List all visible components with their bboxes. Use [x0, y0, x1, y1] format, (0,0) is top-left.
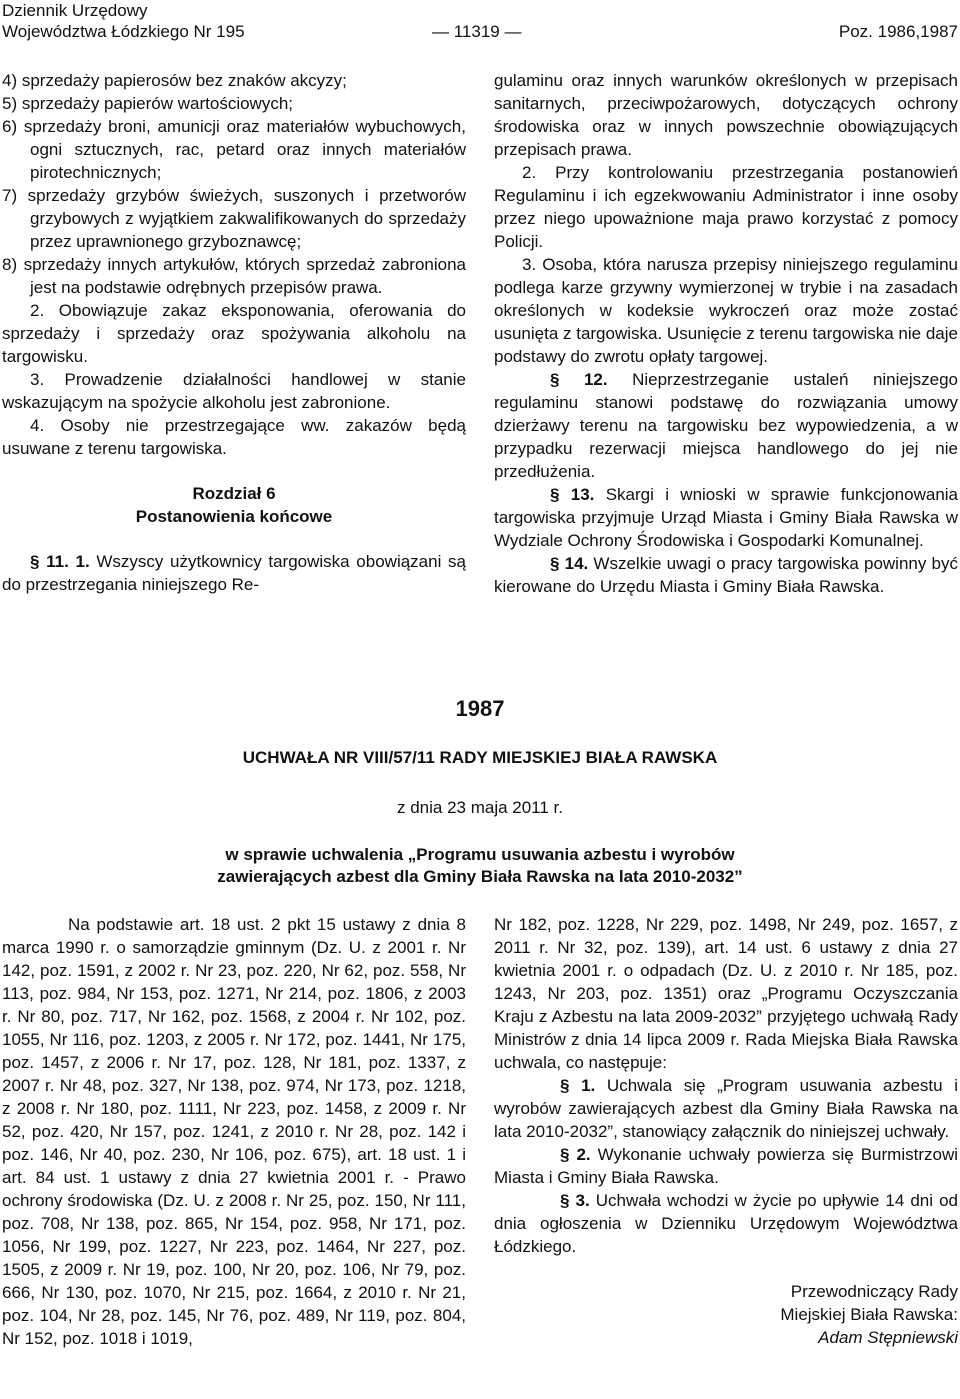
list-item: 6) sprzedaży broni, amunicji oraz materiałów wybuchowych, ogni sztucznych, rac, petard oraz innych materiałów pirotechnicznych;	[2, 117, 466, 182]
position-numbers: Poz. 1986,1987	[838, 22, 958, 41]
paragraph-3: 3. Prowadzenie działalności handlowej w stanie wskazującym na spożycie alkoholu jest zabronione.	[2, 370, 466, 412]
section-2: § 2. Wykonanie uchwały powierza się Burmistrzowi Miasta i Gminy Biała Rawska.	[494, 1145, 958, 1187]
paragraph-2: 2. Obowiązuje zakaz eksponowania, oferowania do sprzedaży i sprzedaży oraz spożywania alkoholu na targowisku.	[2, 301, 466, 366]
page-number: — 11319 —	[432, 22, 522, 41]
journal-title: Dziennik Urzędowy	[2, 1, 148, 20]
right-column-top	[494, 69, 958, 598]
resolution-position-number: 1987	[455, 696, 505, 721]
resolution-title: UCHWAŁA NR VIII/57/11 RADY MIEJSKIEJ BIAŁA RAWSKA	[242, 748, 718, 767]
resolution-subject-line-1: w sprawie uchwalenia „Programu usuwania azbestu i wyrobów	[225, 845, 735, 864]
paragraph-continuation: gulaminu oraz innych warunków określonych w przepisach sanitarnych, przeciwpożarowych, dotyczących ochrony środowiska oraz w innych powszechnie obowiązujących przepisach prawa.	[494, 71, 958, 159]
chapter-number: Rozdział 6	[192, 484, 276, 503]
signature-block	[494, 1280, 958, 1349]
section-12: § 12. Nieprzestrzeganie ustaleń niniejszego regulaminu stanowi podstawę do rozwiązania umowy dzierżawy terenu na targowisku bez wypowiedzenia, a w przypadku rezerwacji miejsca handlowego do jej nie przedłużenia.	[494, 370, 958, 481]
list-item: 4) sprzedaży papierosów bez znaków akcyzy;	[2, 71, 347, 90]
journal-issue: Województwa Łódzkiego Nr 195	[2, 22, 245, 41]
list-item: 8) sprzedaży innych artykułów, których sprzedaż zabroniona jest na podstawie odrębnych przepisów prawa.	[2, 255, 466, 297]
paragraph-3: 3. Osoba, która narusza przepisy niniejszego regulaminu podlega karze grzywny wymierzonej w trybie i na zasadach określonych w kodeksie wykroczeń oraz może zostać usunięta z targowiska. Usunięcie z terenu targowiska nie daje podstawy do zwrotu opłaty targowej.	[494, 255, 958, 366]
legal-basis-continuation: Nr 182, poz. 1228, Nr 229, poz. 1498, Nr 249, poz. 1657, z 2011 r. Nr 32, poz. 139), art. 14 ust. 6 ustawy z dnia 27 kwietnia 2001 r. o odpadach (Dz. U. z 2010 r. Nr 185, poz. 1243, Nr 203, poz. 1351) oraz „Programu Oczyszczania Kraju z Azbestu na lata 2009-2032” przyjętego uchwałą Rady Ministrów z dnia 14 lipca 2009 r. Rada Miejska Biała Rawska uchwala, co następuje:	[494, 915, 958, 1072]
section-3: § 3. Uchwała wchodzi w życie po upływie 14 dni od dnia ogłoszenia w Dzienniku Urzędowym Województwa Łódzkiego.	[494, 1191, 958, 1256]
page-header	[2, 0, 958, 42]
legal-basis-paragraph: Na podstawie art. 18 ust. 2 pkt 15 ustawy z dnia 8 marca 1990 r. o samorządzie gminnym (Dz. U. z 2001 r. Nr 142, poz. 1591, z 2002 r. Nr 23, poz. 220, Nr 62, poz. 558, Nr 113, poz. 984, Nr 153, poz. 1271, Nr 214, poz. 1806, z 2003 r. Nr 80, poz. 717, Nr 162, poz. 1568, z 2004 r. Nr 102, poz. 1055, Nr 116, poz. 1203, z 2005 r. Nr 172, poz. 1441, Nr 175, poz. 1457, z 2006 r. Nr 17, poz. 128, Nr 181, poz. 1337, z 2007 r. Nr 48, poz. 327, Nr 138, poz. 974, Nr 173, poz. 1218, z 2008 r. Nr 180, poz. 1111, Nr 223, poz. 1458, z 2009 r. Nr 52, poz. 420, Nr 157, poz. 1241, z 2010 r. Nr 28, poz. 142 i poz. 146, Nr 40, poz. 230, Nr 106, poz. 675), art. 18 ust. 1 i art. 84 ust. 1 ustawy z dnia 27 kwietnia 2001 r. - Prawo ochrony środowiska (Dz. U. z 2008 r. Nr 25, poz. 150, Nr 111, poz. 708, Nr 138, poz. 865, Nr 154, poz. 958, Nr 171, poz. 1056, Nr 199, poz. 1227, Nr 223, poz. 1464, Nr 227, poz. 1505, z 2009 r. Nr 19, poz. 100, Nr 20, poz. 106, Nr 79, poz. 666, Nr 130, poz. 1070, Nr 215, poz. 1664, z 2010 r. Nr 21, poz. 104, Nr 28, poz. 145, Nr 76, poz. 489, Nr 119, poz. 804, Nr 152, poz. 1018 i 1019,	[2, 915, 466, 1348]
signature-title-1: Przewodniczący Rady	[790, 1282, 958, 1301]
section-1: § 1. Uchwala się „Program usuwania azbestu i wyrobów zawierających azbest dla Gminy Biała Rawska na lata 2010-2032”, stanowiący załącznik do niniejszej uchwały.	[494, 1076, 959, 1141]
chapter-title: Postanowienia końcowe	[135, 507, 333, 526]
right-column-bottom	[494, 913, 958, 1349]
section-14: § 14. Wszelkie uwagi o pracy targowiska powinny być kierowane do Urzędu Miasta i Gminy Biała Rawska.	[494, 554, 958, 596]
list-item: 7) sprzedaży grzybów świeżych, suszonych i przetworów grzybowych z wyjątkiem zakwalifikowanych do sprzedaży przez uprawnionego grzyboznawcę;	[2, 186, 466, 251]
resolution-date: z dnia 23 maja 2011 r.	[396, 798, 563, 817]
signature-title-2: Miejskiej Biała Rawska:	[780, 1305, 958, 1324]
signature-name: Adam Stępniewski	[818, 1328, 958, 1347]
paragraph-2: 2. Przy kontrolowaniu przestrzegania postanowień Regulaminu i ich egzekwowaniu Administrator i inne osoby przez niego upoważnione maja prawo korzystać z pomocy Policji.	[494, 163, 958, 251]
left-column-bottom	[2, 913, 466, 1350]
section-13: § 13. Skargi i wnioski w sprawie funkcjonowania targowiska przyjmuje Urząd Miasta i Gminy Biała Rawska w Wydziale Ochrony Środowiska i Gospodarki Komunalnej.	[494, 485, 959, 550]
section-11: § 11. 1. Wszyscy użytkownicy targowiska obowiązani są do przestrzegania niniejszego Re-	[2, 552, 466, 594]
resolution-subject-line-2: zawierających azbest dla Gminy Biała Rawska na lata 2010-2032”	[217, 867, 743, 886]
list-item: 5) sprzedaży papierów wartościowych;	[2, 94, 294, 113]
left-column-top	[2, 69, 466, 596]
paragraph-4: 4. Osoby nie przestrzegające ww. zakazów będą usuwane z terenu targowiska.	[2, 416, 466, 458]
